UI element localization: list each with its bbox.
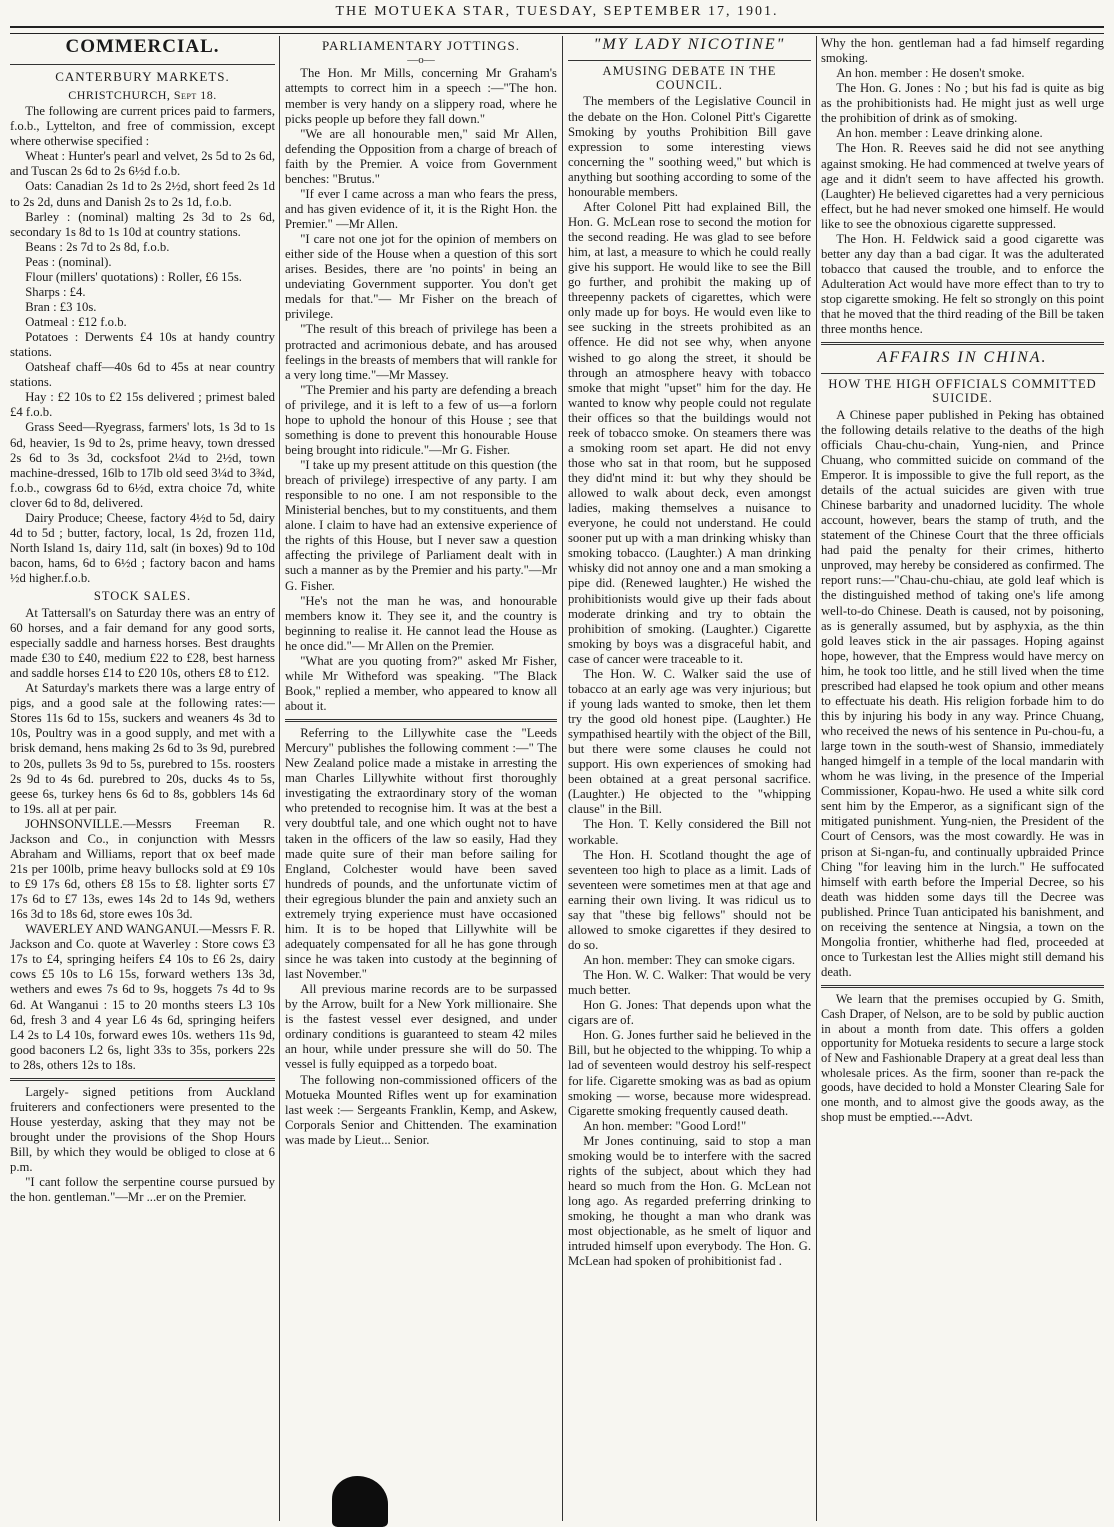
- paragraph: The following non-commissioned officers of the Motueka Mounted Rifles went up for examination last week :— Sergeants Franklin, Kemp, and Askew, Corporals Senior and Chittenden. The examination was made by Lieut... Senior.: [285, 1072, 557, 1147]
- paragraph: "I cant follow the serpentine course pursued by the hon. gentleman."—Mr ...er on the Premier.: [10, 1175, 275, 1205]
- paragraph: Oatmeal : £12 f.o.b.: [25, 315, 127, 330]
- section-heading: COMMERCIAL.: [65, 36, 220, 57]
- paragraph: The Hon. Mr Mills, concerning Mr Graham's attempts to correct him in a speech :—"The hon. member is very handy on a slippery road, where he picks people up before they fall down.": [285, 66, 557, 126]
- paragraph: "I take up my present attitude on this question (the breach of privilege) irrespective of any party. I am responsible to no one. I am not responsible to the Ministerial benches, but to my constituents, and them alone. I claim to have had an extensive experience of the rights of this House, but I never saw a question affecting the privilege of Parliament dealt with in such a manner as by the Premier and his party."—Mr G. Fisher.: [285, 458, 557, 593]
- column-parliamentary: [285, 36, 557, 1523]
- column-china: [821, 36, 1104, 1523]
- paragraph: The Hon. G. Jones : No ; but his fad is quite as big as the prohibitionists had. He might just as well urge the prohibition of drink as of smoking.: [821, 81, 1104, 126]
- article-heading: STOCK SALES.: [93, 589, 192, 604]
- paragraph: Hon G. Jones: That depends upon what the cigars are of.: [568, 998, 811, 1028]
- paragraph: Oats: Canadian 2s 1d to 2s 2½d, short feed 2s 1d to 2s 2d, duns and Danish 2s to 2s 1d, f.o.b.: [10, 179, 275, 209]
- paragraph: "What are you quoting from?" asked Mr Fisher, while Mr Witheford was speaking. "The Black Book," replied a member, who appeared to know all about it.: [285, 653, 557, 714]
- divider: [821, 373, 1104, 374]
- paragraph: The Hon. W. C. Walker said the use of tobacco at an early age was very injurious; but if young lads wanted to smoke, then let them try the good old honest pipe. (Laughter.) He sympathised heartily with the object of the Bill, but there were some clauses he could not support. His own experiences of smoking had been obtained at a great personal sacrifice. (Laughter.) He objected to the "whipping clause" in the Bill.: [568, 666, 811, 817]
- article-heading: AFFAIRS IN CHINA.: [877, 349, 1048, 367]
- paragraph: The Hon. T. Kelly considered the Bill not workable.: [568, 817, 811, 847]
- paragraph: "He's not the man he was, and honourable members know it. They see it, and the country is beginning to realise it. He cannot lead the House as he once did."— Mr Allen on the Premier.: [285, 593, 557, 653]
- article-heading: "MY LADY NICOTINE": [593, 36, 786, 53]
- paragraph-text: —Messrs F. R. Jackson and Co. quote at Waverley : Store cows £3 17s to £4, springing heifers £4 10s to £6 2s, dairy cows £5 10s to L6 15s, forward wethers 13s 3d, wethers and ewes 7s 6d to 9s, hoggets 7s 4d to 9s 6d. At Wanganui : 15 to 20 months steers L3 10s 6d, fresh 3 and 4 year L6 4s 6d, springing heifers L4 2s to L4 10s, forward ewes 10s. wethers 11s 9d, good baconers L2 6s, light 33s to 35s, porkers 22s to 28s, others 12s to 18s.: [10, 922, 275, 1072]
- paragraph: Largely- signed petitions from Auckland fruiterers and confectioners were presented to the House yesterday, asking that they may not be brought under the provisions of the Shop Hours Bill, by which they would be obliged to close at 6 p.m.: [10, 1084, 275, 1175]
- article-subheading: HOW THE HIGH OFFICIALS COMMITTED SUICIDE.: [828, 377, 1097, 405]
- article-heading: PARLIAMENTARY JOTTINGS.: [322, 38, 520, 53]
- paragraph: At Saturday's markets there was a large entry of pigs, and a good sale at the following rates:— Stores 11s 6d to 15s, suckers and weaners 4s 3d to 10s, Poultry was in a good supply, and met with a brisk demand, hens making 2s 6d to 3s 9d, purebred to 20s, pullets 3s 9d to 5s, purebred to 15s. roosters 2s 9d to 4s 6d. purebred to 20s, ducks 4s to 5s, geese 6s, turkey hens 6s 6d to 8s, gobblers 14s 6d to 19s. all at per pair.: [10, 681, 275, 816]
- column-lady-nicotine: [568, 36, 811, 1523]
- paragraph: All previous marine records are to be surpassed by the Arrow, built for a New York millionaire. She is the fastest vessel ever designed, and under ordinary conditions is guaranteed to steam 42 miles an hour, while under pressure she will do 50. The vessel is fully equipped as a torpedo boat.: [285, 982, 557, 1072]
- paragraph: An hon. member: They can smoke cigars.: [583, 953, 796, 968]
- masthead: THE MOTUEKA STAR, TUESDAY, SEPTEMBER 17, 1901.: [335, 4, 779, 19]
- article-heading: CANTERBURY MARKETS.: [55, 68, 230, 84]
- paragraph: The members of the Legislative Council in the debate on the Hon. Colonel Pitt's Cigarette Smoking by youths Prohibition Bill gave expression to some interesting views concerning the " soothing weed," but which is anything but soothing according to some of the honourable members.: [568, 94, 811, 199]
- paragraph: Why the hon. gentleman had a fad himself regarding smoking.: [821, 36, 1104, 66]
- place-label: JOHNSONVILLE.: [25, 816, 123, 831]
- paragraph-text: —Messrs Freeman R. Jackson and Co., in conjunction with Messrs Abraham and Williams, report that ox beef made 21s per 100lb, prime heavy bullocks sold at £9 10s to £9 17s 6d, others £8 15s to £8. lighter sorts £7 17s 6d to £7 13s, ewes 14s 2d to 14s 9d, wethers 16s 3d to 18s 6d, store ewes 10s 3d.: [10, 816, 275, 922]
- place-label: WAVERLEY AND WANGANUI.: [25, 922, 199, 937]
- dateline: CHRISTCHURCH, Sept 18.: [68, 87, 217, 102]
- paragraph: Potatoes : Derwents £4 10s at handy country stations.: [10, 330, 275, 360]
- paragraph: After Colonel Pitt had explained Bill, the Hon. G. McLean rose to second the motion for the second reading. He was glad to see before him, at last, a measure to which he could really give his support. He would like to see the Bill go further, and prohibit the making up of threepenny packets of cigarettes, which were only made up for boys. He would even like to see sucking in the streets prohibited as an offence. He did not see why, when anyone wished to go along the street, it should be through an atmosphere heavy with tobacco smoke that might "upset" him for the day. He wanted to know why people could not regulate their offices so that the buildings would not reek of tobacco smoke. On steamers there was a smoking room set apart. He did not envy those who sat in that room, but he supposed they did'nt mind it: but why they should be allowed to walk about deck, even amongst ladies, making themselves a nuisance to everyone, he could not understand. He could sooner put up with a man drinking whisky than smoking tobacco. (Laughter.) A man drinking whisky did not annoy one and a man smoking a pipe did. (Renewed laughter.) He wished the prohibitionists would give up their fads about moderate drinking and try to obtain the prohibition of smoking. (Laughter.) Cigarette smoking by boys was a disgraceful habit, and case of cancer were traceable to it.: [568, 199, 811, 666]
- divider: [821, 985, 1104, 988]
- paragraph: "I care not one jot for the opinion of members on either side of the House when a question of this sort arises. Besides, there are 'no points' in being an undeviating Government supporter. You don't get medals for that."— Mr Fisher on the breach of privilege.: [285, 232, 557, 322]
- paragraph: Peas : (nominal).: [25, 254, 112, 269]
- column-divider: [562, 36, 563, 1521]
- paragraph: Sharps : £4.: [25, 284, 86, 299]
- paragraph: "We are all honourable men," said Mr Allen, defending the Opposition from a charge of breach of faith by the Premier. A voice from Government benches: "Brutus.": [285, 126, 557, 186]
- paragraph: At Tattersall's on Saturday there was an entry of 60 horses, and a fair demand for any good sorts, especially saddle and harness horses. Best draughts made £30 to £40, medium £22 to £28, best harness and saddle horses £14 to £20 10s, others £8 to £12.: [10, 605, 275, 681]
- paragraph: "The result of this breach of privilege has been a protracted and acrimonious debate, and has aroused feelings in the breasts of members that will rankle for a very long time."—Mr Massey.: [285, 322, 557, 382]
- paragraph: Dairy Produce; Cheese, factory 4½d to 5d, dairy 4d to 5d ; butter, factory, local, 1s 2d, frozen 11d, North Island 1s, dairy 11d, salt (in boxes) 9d to 10d bacon, hams, 6d to 6½d ; factory bacon and hams ½d higher.f.o.b.: [10, 510, 275, 586]
- paragraph: "The Premier and his party are defending a breach of privilege, and it is left to a few of us—a forlorn hope to uphold the honour of this House ; see that something is done to prevent this honourable House being brought into ridicule."—Mr G. Fisher.: [285, 382, 557, 457]
- paragraph: Wheat : Hunter's pearl and velvet, 2s 5d to 2s 6d, and Tuscan 2s 6d to 2s 6½d f.o.b.: [10, 149, 275, 179]
- masthead-rule: [10, 26, 1104, 34]
- paragraph: Hay : £2 10s to £2 15s delivered ; primest baled £4 f.o.b.: [10, 390, 275, 420]
- paragraph: The Hon. H. Scotland thought the age of seventeen too high to place as a limit. Lads of seventeen were sometimes men at that age and earning their own living. It was ridicul us to say that "these big fellows" should not be allowed to smoke cigarettes if they desired to do so.: [568, 847, 811, 952]
- paragraph: "If ever I came across a man who fears the press, and has given evidence of it, it is the Right Hon. the Premier." —Mr Allen.: [285, 186, 557, 232]
- divider: [568, 60, 811, 61]
- divider: [285, 719, 557, 722]
- paragraph: Hon. G. Jones further said he believed in the Bill, but he objected to the whipping. To whip a lad of seventeen would destroy his self-respect for life. Cigarette smoking was as bad as opium smoking — worse, because more widespread. Cigarette smoking frequently caused death.: [568, 1028, 811, 1118]
- paragraph: An hon. member : Leave drinking alone.: [836, 126, 1043, 141]
- paragraph: Beans : 2s 7d to 2s 8d, f.o.b.: [25, 239, 170, 254]
- paragraph: Grass Seed—Ryegrass, farmers' lots, 1s 3d to 1s 6d, heavier, 1s 9d to 2s, prime heavy, town dressed 2s 6d to 3s 3d, cocksfoot 2¼d to 2½d, town machine-dressed, 16lb to 17lb old seed 3¼d to 3¾d, f.o.b., cowgrass 6d to 6½d, extra choice 7d, white clover 6d to 8d, delivered.: [10, 420, 275, 510]
- paragraph: The following are current prices paid to farmers, f.o.b., Lyttelton, and free of commission, except where otherwise specified :: [10, 104, 275, 149]
- dash-ornament: —o—: [407, 54, 435, 67]
- paragraph: We learn that the premises occupied by G. Smith, Cash Draper, of Nelson, are to be sold by public auction in about a month from date. This offers a golden opportunity for Motueka residents to secure a large stock of New and Fashionable Drapery at a great deal less than wholesale prices. As the firm, sooner than re-pack the goods, have decided to hold a Monster Clearing Sale for one month, and to almost give the goods away, as the shop must be emptied.---Advt.: [821, 992, 1104, 1124]
- column-divider: [816, 36, 817, 1521]
- divider: [821, 342, 1104, 345]
- paragraph: Referring to the Lillywhite case the "Leeds Mercury" publishes the following comment :—" The New Zealand police made a mistake in arresting the man Charles Lillywhite without first thoroughly investigating the extraordinary story of the woman who pretended to recognise him. It was at the best a very doubtful tale, and one which ought not to have taken in the officers of the law so easily, Had they made quite sure of their man before sailing for England, Colchester would have been saved hundreds of pounds, and the unfortunate victim of their egregious blunder the pain and anxiety such an extremely trying experience must have occasioned him. It is to be hoped that Lillywhite will be adequately compensated for all he has gone through since he was taken into custody at the beginning of last November.": [285, 726, 557, 982]
- column-divider: [279, 36, 280, 1521]
- column-commercial: [10, 36, 275, 1523]
- divider: [10, 64, 275, 65]
- paragraph: Barley : (nominal) malting 2s 3d to 2s 6d, secondary 1s 8d to 1s 10d at country stations.: [10, 209, 275, 239]
- paragraph: An hon. member : He dosen't smoke.: [836, 66, 1025, 81]
- paragraph: The Hon. H. Feldwick said a good cigarette was better any day than a bad cigar. It was the adulterated tobacco that caused the trouble, and to enforce the Adulteration Act would have more effect than to try to stop cigarette smoking. He felt so strongly on this point that he moved that the third reading of the Bill be taken three months hence.: [821, 231, 1104, 337]
- divider: [10, 1078, 275, 1081]
- paragraph: [10, 817, 275, 922]
- paragraph: [10, 922, 275, 1073]
- paragraph: Oatsheaf chaff—40s 6d to 45s at near country stations.: [10, 360, 275, 390]
- paragraph: Mr Jones continuing, said to stop a man smoking would be to interfere with the sacred rights of the subject, about which they had heard so much from the Hon. G. McLean not long ago. As regarded preferring drinking to smoking, he thought a man who drank was most objectionable, as he smelt of liquor and intruded himself upon everybody. The Hon. G. McLean had spoken of prohibitionist fad .: [568, 1133, 811, 1269]
- paragraph: Flour (millers' quotations) : Roller, £6 15s.: [25, 269, 242, 284]
- paragraph: An hon. member: "Good Lord!": [583, 1118, 747, 1133]
- paragraph: A Chinese paper published in Peking has obtained the following details relative to the deaths of the high officials Chau-chu-chain, Yung-nien, and Prince Chuang, who committed suicide on command of the Emperor. It is impossible to give the full report, as the details of the actual suicides are given with true Chinese barbarity and unadorned lucidity. The whole account, however, bears the stamp of truth, and the statement of the Chinese Court that the three officials had paid the penalty for their crimes, hitherto unproved, may hereby be considered as confirmed. The report runs:—"Chau-chu-chiau, ate gold leaf which is the distinguished method of taking one's life among well-to-do Chinese. Death is caused, not by poisoning, as is generally assumed, but by asphyxia, as the thin gold leaves stick in the air passages. Hoping against hope, however, that the Empress would have mercy on him, he took too little, and he still lived when the time prescribed had elapsed he took opium and other means to effectuate his death. His religion forbade him to do this by injuring his body in any way. Prince Chuang, who received the news of his sentence in Pu-chou-fu, a large town in the south-west of Shansio, immediately hanged himgelf in a temple of the local mandarin with whom he was living, in the presence of the Imperial Commissioner, Kopau-hwo. He used a white silk cord sent him by the Emperor, as a significant sign of the mitigated punishment. Yung-nien, the President of the Court of Censors, was the most cowardly. He was in prison at Si-ngan-fu, and continually upbraided Prince Ching "for leaving him in the lurch." He suffocated himself with earth before the Imperial Decree, so his death was hidden some days till the Decree was published. Prince Tuan anticipated his banishment, and on receiving the sentence at Ningsia, a town on the Mongolia frontier, whitherhe had fled, proceeded at once to Turkestan lest the Allies might still demand his death.: [821, 407, 1104, 980]
- paragraph: The Hon. W. C. Walker: That would be very much better.: [568, 968, 811, 998]
- advertisement: [821, 992, 1104, 1124]
- paragraph: Bran : £3 10s.: [25, 299, 97, 314]
- article-subheading: AMUSING DEBATE IN THE COUNCIL.: [602, 63, 777, 92]
- paragraph: The Hon. R. Reeves said he did not see anything against smoking. He had commenced at twelve years of age and it didn't seem to have affected his growth. (Laughter) He believed cigarettes had a very pernicious effect, but he had never smoked one himself. He would like to see the obnoxious cigarette suppressed.: [821, 141, 1104, 231]
